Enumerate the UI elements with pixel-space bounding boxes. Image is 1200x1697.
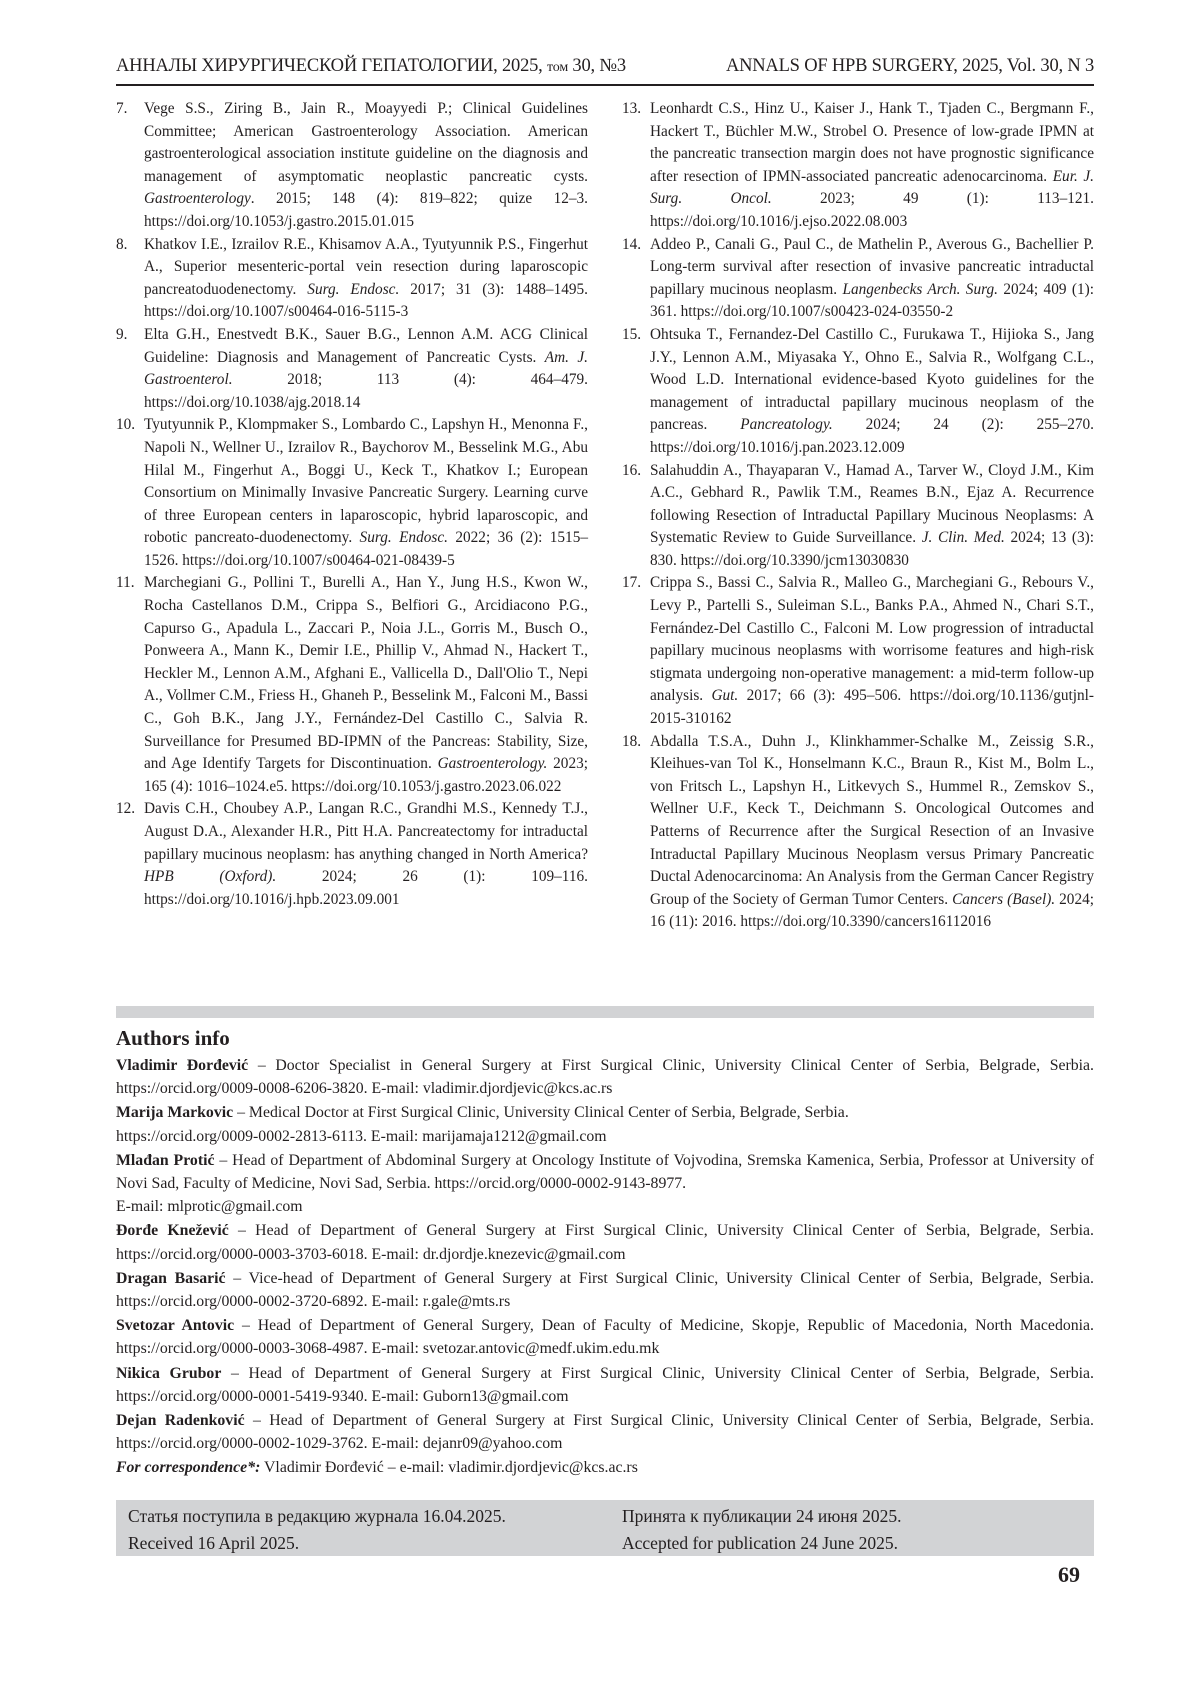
reference-body: Marchegiani G., Pollini T., Burelli A., Han Y., Jung H.S., Kwon W., Rocha Castellanos D.M., Crippa S., Belfiori G., Arcidiacono P.G., Capurso G., Apadula L., Zaccari P., Noia J.L., Gorris M., Busch O., Ponweera A., Mann K., Demir I.E., Phillip V., Ahmad N., Hackert T., Heckler M., Lennon A.M., Afghani E., Vallicella D., Dall'Olio T., Nepi A., Vollmer C.M., Friess H., Ghaneh P., Besselink M., Falconi M., Bassi C., Goh B.K., Jang J.Y., Fernández-Del Castillo C., Salvia R. Surveillance for Presumed BD-IPMN of the Pancreas: Stability, Size, and Age Identify Targets for Discontinuation. (144, 574, 588, 772)
reference-item (116, 98, 588, 234)
accepted-ru: Принята к публикации 24 июня 2025. (610, 1503, 1094, 1530)
reference-number: 7. (116, 98, 144, 234)
author-name: Dragan Basarić (116, 1270, 226, 1287)
reference-text (144, 324, 588, 414)
reference-text (650, 460, 1094, 573)
author-details: – Head of Department of General Surgery, Dean of Faculty of Medicine, Skopje, Republic of Macedonia, North Macedonia. https://orcid.org/0000-0003-3068-4987. E-mail: svetozar.antovic@medf.ukim.edu.mk (116, 1317, 1094, 1357)
reference-text (144, 98, 588, 234)
reference-text (650, 98, 1094, 234)
reference-body: Addeo P., Canali G., Paul C., de Mathelin P., Averous G., Bachellier P. Long-term survival after resection of invasive pancreatic intraductal papillary mucinous neoplasm. (650, 236, 1094, 298)
reference-body: Crippa S., Bassi C., Salvia R., Malleo G., Marchegiani G., Rebours V., Levy P., Partelli S., Suleiman S.L., Banks P.A., Ahmed N., Chari S.T., Fernández-Del Castillo C., Falconi M. Low progression of intraductal papillary mucinous neoplasms with worrisome features and high-risk stigmata undergoing non-operative management: a mid-term follow-up analysis. (650, 574, 1094, 704)
reference-journal: Surg. Endosc. (307, 281, 399, 298)
running-header (116, 56, 1094, 77)
reference-text (650, 324, 1094, 460)
author-name: Vladimir Đorđević (116, 1057, 248, 1074)
references-left-column (116, 98, 588, 911)
reference-text (144, 798, 588, 911)
reference-text (650, 234, 1094, 324)
author-details: – Doctor Specialist in General Surgery at First Surgical Clinic, University Clinical Center of Serbia, Belgrade, Serbia. https://orcid.org/0009-0008-6206-3820. E-mail: vladimir.djordjevic@kcs.ac.rs (116, 1057, 1094, 1097)
reference-journal: Am. J. Gastroenterol. (144, 349, 588, 389)
reference-number: 12. (116, 798, 144, 911)
reference-number: 16. (622, 460, 650, 573)
reference-text (650, 572, 1094, 730)
author-entry (116, 1409, 1094, 1455)
reference-journal: HPB (Oxford). (144, 868, 276, 885)
reference-details[interactable]: 2023; 165 (4): 1016–1024.e5. https://doi.org/10.1053/j.gastro.2023.06.022 (144, 755, 588, 795)
reference-item (116, 234, 588, 324)
author-entry (116, 1267, 1094, 1313)
author-name: Mlađan Protić (116, 1152, 215, 1169)
author-name: Dejan Radenković (116, 1412, 245, 1429)
references-right-column (622, 98, 1094, 934)
reference-number: 9. (116, 324, 144, 414)
reference-item (116, 324, 588, 414)
reference-number: 14. (622, 234, 650, 324)
header-ru-issue: 30, №3 (572, 56, 625, 76)
author-entry (116, 1314, 1094, 1360)
header-ru (116, 56, 626, 77)
author-entry (116, 1149, 1094, 1219)
correspondence-text: Vladimir Đorđević – e-mail: vladimir.djordjevic@kcs.ac.rs (260, 1459, 637, 1476)
author-name: Đorđe Knežević (116, 1222, 229, 1239)
reference-text (144, 414, 588, 572)
reference-details[interactable]: 2023; 49 (1): 113–121. https://doi.org/10.1016/j.ejso.2022.08.003 (650, 190, 1094, 230)
author-entry (116, 1054, 1094, 1100)
reference-text (144, 572, 588, 798)
reference-text (650, 731, 1094, 934)
reference-number: 8. (116, 234, 144, 324)
reference-number: 13. (622, 98, 650, 234)
reference-item (622, 460, 1094, 573)
author-details: – Head of Department of Abdominal Surgery at Oncology Institute of Vojvodina, Sremska Kamenica, Serbia, Professor at University of Novi Sad, Faculty of Medicine, Novi Sad, Serbia. https://orcid.org/0000-0002-9143-8977. E-mail: mlprotic@gmail.com (116, 1152, 1094, 1215)
reference-body: Abdalla T.S.A., Duhn J., Klinkhammer-Schalke M., Zeissig S.R., Kleihues-van Tol K., Honselmann K.C., Braun R., Kist M., Bolm L., von Fritsch L., Lapshyn H., Litkevych S., Hummel R., Zemskov S., Wellner U.F., Keck T., Deichmann S. Oncological Outcomes and Patterns of Recurrence after the Surgical Resection of an Invasive Intraductal Papillary Mucinous Neoplasm versus Primary Pancreatic Ductal Adenocarcinoma: An Analysis from the German Cancer Registry Group of the Society of German Tumor Centers. (650, 733, 1094, 908)
correspondence-label: For correspondence*: (116, 1459, 260, 1476)
author-details: – Vice-head of Department of General Surgery at First Surgical Clinic, University Clinical Center of Serbia, Belgrade, Serbia. https://orcid.org/0000-0002-3720-6892. E-mail: r.gale@mts.rs (116, 1270, 1094, 1310)
reference-journal: Gastroenterology. (438, 755, 548, 772)
reference-journal: Langenbecks Arch. Surg. (842, 281, 998, 298)
author-details: – Medical Doctor at First Surgical Clinic, University Clinical Center of Serbia, Belgrade, Serbia. https://orcid.org/0009-0002-2813-6113. E-mail: marijamaja1212@gmail.com (116, 1104, 849, 1144)
reference-item (116, 572, 588, 798)
reference-details[interactable]: 2018; 113 (4): 464–479. https://doi.org/10.1038/ajg.2018.14 (144, 371, 588, 411)
reference-body: Khatkov I.E., Izrailov R.E., Khisamov A.A., Tyutyunnik P.S., Fingerhut A., Superior mesenteric-portal vein resection during laparoscopic pancreatoduodenectomy. (144, 236, 588, 298)
reference-journal: J. Clin. Med. (922, 529, 1005, 546)
reference-journal: Gut. (711, 687, 738, 704)
author-name: Marija Markovic (116, 1104, 233, 1121)
reference-details[interactable]: 2024; 24 (2): 255–270. https://doi.org/10.1016/j.pan.2023.12.009 (650, 416, 1094, 456)
header-ru-title: АННАЛЫ ХИРУРГИЧЕСКОЙ ГЕПАТОЛОГИИ, 2025, (116, 56, 543, 76)
reference-number: 15. (622, 324, 650, 460)
dates-box (116, 1500, 1094, 1556)
reference-body: Davis C.H., Choubey A.P., Langan R.C., Grandhi M.S., Kennedy T.J., August D.A., Alexander H.R., Pitt H.A. Pancreatectomy for intraductal papillary mucinous neoplasm: has anything changed in North America? (144, 800, 588, 862)
received-ru: Статья поступила в редакцию журнала 16.04.2025. (116, 1503, 610, 1530)
header-rule (116, 84, 1094, 86)
author-entry (116, 1362, 1094, 1408)
author-name: Nikica Grubor (116, 1365, 221, 1382)
reference-details[interactable]: 2024; 26 (1): 109–116. https://doi.org/10.1016/j.hpb.2023.09.001 (144, 868, 588, 908)
reference-number: 10. (116, 414, 144, 572)
reference-journal: Cancers (Basel). (952, 891, 1055, 908)
reference-journal: Surg. Endosc. (360, 529, 448, 546)
author-entry (116, 1219, 1094, 1265)
reference-number: 18. (622, 731, 650, 934)
reference-number: 17. (622, 572, 650, 730)
reference-item (622, 98, 1094, 234)
reference-body: Ohtsuka T., Fernandez-Del Castillo C., Furukawa T., Hijioka S., Jang J.Y., Lennon A.M., Miyasaka Y., Ohno E., Salvia R., Wolfgang C.L., Wood L.D. International evidence-based Kyoto guidelines for the management of intraductal papillary mucinous neoplasm of the pancreas. (650, 326, 1094, 433)
page-number: 69 (1058, 1562, 1080, 1588)
reference-body: Leonhardt C.S., Hinz U., Kaiser J., Hank T., Tjaden C., Bergmann F., Hackert T., Büchler M.W., Strobel O. Presence of low-grade IPMN at the pancreatic transection margin does not have prognostic significance after resection of IPMN-associated pancreatic adenocarcinoma. (650, 100, 1094, 185)
reference-journal: Eur. J. Surg. Oncol. (650, 168, 1094, 208)
reference-item (622, 324, 1094, 460)
reference-details[interactable]: 2024; 409 (1): 361. https://doi.org/10.1007/s00423-024-03550-2 (650, 281, 1094, 321)
reference-item (622, 572, 1094, 730)
reference-body: Elta G.H., Enestvedt B.K., Sauer B.G., Lennon A.M. ACG Clinical Guideline: Diagnosis and Management of Pancreatic Cysts. (144, 326, 588, 366)
author-entry (116, 1101, 1094, 1147)
author-details: – Head of Department of General Surgery at First Surgical Clinic, University Clinical Center of Serbia, Belgrade, Serbia. https://orcid.org/0000-0001-5419-9340. E-mail: Guborn13@gmail.com (116, 1365, 1094, 1405)
author-name: Svetozar Antovic (116, 1317, 234, 1334)
reference-body: Tyutyunnik P., Klompmaker S., Lombardo C., Lapshyn H., Menonna F., Napoli N., Wellner U., Izrailov R., Baychorov M., Besselink M.G., Abu Hilal M., Fingerhut A., Boggi U., Keck T., Khatkov I.; European Consortium on Minimally Invasive Pancreatic Surgery. Learning curve of three European centers in laparoscopic, hybrid laparoscopic, and robotic pancreato-duodenectomy. (144, 416, 588, 546)
reference-details[interactable]: 2017; 31 (3): 1488–1495. https://doi.org/10.1007/s00464-016-5115-3 (144, 281, 588, 321)
header-ru-vol: том (547, 60, 568, 75)
reference-body: Vege S.S., Ziring B., Jain R., Moayyedi P.; Clinical Guidelines Committee; American Gastroenterology Association. American gastroenterological association institute guideline on the diagnosis and management of asymptomatic neoplastic pancreatic cysts. (144, 100, 588, 185)
reference-journal: Gastroenterology (144, 190, 251, 207)
authors-heading: Authors info (116, 1024, 1094, 1052)
reference-item (622, 731, 1094, 934)
received-en: Received 16 April 2025. (116, 1530, 610, 1557)
header-en: ANNALS OF HPB SURGERY, 2025, Vol. 30, N 3 (726, 56, 1094, 77)
reference-journal: Pancreatology. (740, 416, 832, 433)
accepted-en: Accepted for publication 24 June 2025. (610, 1530, 1094, 1557)
correspondence (116, 1456, 1094, 1479)
reference-details[interactable]: 2022; 36 (2): 1515–1526. https://doi.org/10.1007/s00464-021-08439-5 (144, 529, 588, 569)
authors-info (116, 1024, 1094, 1480)
reference-item (116, 798, 588, 911)
reference-body: Salahuddin A., Thayaparan V., Hamad A., Tarver W., Cloyd J.M., Kim A.C., Gebhard R., Pawlik T.M., Reames B.N., Ejaz A. Recurrence following Resection of Intraductal Papillary Mucinous Neoplasms: A Systematic Review to Guide Surveillance. (650, 462, 1094, 547)
reference-details[interactable]: 2024; 16 (11): 2016. https://doi.org/10.3390/cancers16112016 (650, 891, 1094, 931)
author-details: – Head of Department of General Surgery at First Surgical Clinic, University Clinical Center of Serbia, Belgrade, Serbia. https://orcid.org/0000-0002-1029-3762. E-mail: dejanr09@yahoo.com (116, 1412, 1094, 1452)
reference-item (116, 414, 588, 572)
reference-details[interactable]: 2024; 13 (3): 830. https://doi.org/10.3390/jcm13030830 (650, 529, 1094, 569)
reference-details[interactable]: 2017; 66 (3): 495–506. https://doi.org/10.1136/gutjnl-2015-310162 (650, 687, 1094, 727)
reference-details[interactable]: . 2015; 148 (4): 819–822; quize 12–3. https://doi.org/10.1053/j.gastro.2015.01.015 (144, 190, 588, 230)
reference-item (622, 234, 1094, 324)
author-details: – Head of Department of General Surgery at First Surgical Clinic, University Clinical Center of Serbia, Belgrade, Serbia. https://orcid.org/0000-0003-3703-6018. E-mail: dr.djordje.knezevic@gmail.com (116, 1222, 1094, 1262)
section-divider (116, 1006, 1094, 1018)
reference-number: 11. (116, 572, 144, 798)
reference-text (144, 234, 588, 324)
